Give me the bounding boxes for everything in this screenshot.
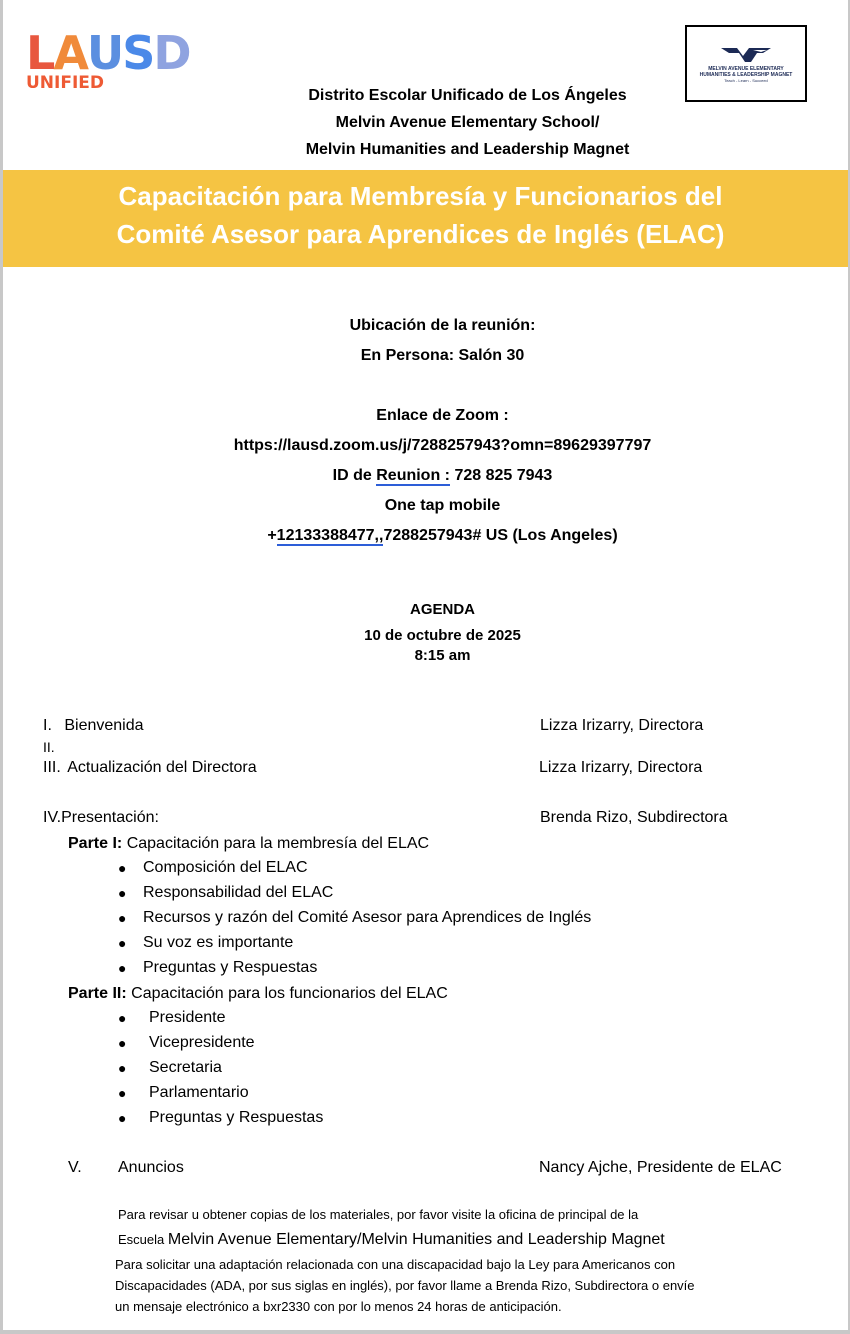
logo-letter: U: [86, 26, 123, 80]
bullet-text: Recursos y razón del Comité Asesor para Aprendices de Inglés: [143, 909, 592, 926]
ada-note-line2: Discapacidades (ADA, por sus siglas en inglés), por favor llame a Brenda Rizo, Subdirectora o envíe: [115, 1278, 695, 1293]
phone-plus: +: [267, 527, 277, 544]
school-mascot-icon: [717, 44, 775, 66]
magnet-name: Melvin Humanities and Leadership Magnet: [305, 141, 630, 158]
item-number: IV.: [43, 809, 62, 826]
zoom-label: Enlace de Zoom :: [376, 407, 509, 424]
banner-title-line2: Comité Asesor para Aprendices de Inglés (ELAC): [116, 219, 725, 249]
logo-letter: L: [26, 26, 54, 80]
school-logo-text: [700, 66, 793, 84]
bullet-icon: ●: [118, 910, 127, 926]
list-item: [118, 1033, 323, 1058]
list-item: [118, 933, 591, 958]
in-person-location: En Persona: Salón 30: [360, 347, 525, 364]
bullet-icon: ●: [118, 885, 127, 901]
part-1-bullet-list: [118, 858, 591, 983]
agenda-item-4-presenter: Brenda Rizo, Subdirectora: [540, 809, 728, 826]
logo-letter: D: [153, 26, 190, 80]
ada-note-line1: Para solicitar una adaptación relacionada con una discapacidad bajo la Ley para Americanos con: [115, 1257, 676, 1272]
phone-rest: 7288257943# US (Los Angeles): [383, 527, 618, 544]
meeting-id-link[interactable]: Reunion :: [376, 467, 450, 484]
agenda-item-3-presenter: Lizza Irizarry, Directora: [539, 759, 703, 776]
bullet-icon: ●: [118, 860, 127, 876]
list-item: [118, 858, 591, 883]
agenda-item-5: Anuncios: [118, 1159, 184, 1176]
ada-note-line3: un mensaje electrónico a bxr2330 con por lo menos 24 horas de anticipación.: [115, 1299, 562, 1314]
title-banner: [3, 170, 848, 267]
bullet-text: Secretaria: [149, 1059, 222, 1076]
list-item: [118, 883, 591, 908]
logo-letter: S: [122, 26, 154, 80]
school-header: [0, 82, 850, 163]
part-1-heading: [68, 834, 429, 854]
part-2-bullet-list: [118, 1008, 323, 1133]
bullet-text: Presidente: [149, 1009, 226, 1026]
bullet-text: Su voz es importante: [143, 934, 294, 951]
bullet-text: Preguntas y Respuestas: [149, 1109, 324, 1126]
item-title: Presentación:: [61, 809, 159, 826]
logo-letter: A: [53, 26, 87, 80]
bullet-text: Composición del ELAC: [143, 859, 308, 876]
meeting-info: [0, 311, 850, 551]
agenda-item-4: [43, 808, 159, 828]
school-prefix: Escuela: [118, 1232, 168, 1247]
bullet-icon: ●: [118, 1110, 127, 1126]
banner-title-line1: Capacitación para Membresía y Funcionarios del: [118, 181, 723, 211]
school-name: Melvin Avenue Elementary School/: [335, 114, 600, 131]
materials-note-school: [118, 1230, 665, 1250]
bullet-icon: ●: [118, 1060, 127, 1076]
meeting-id-value: 728 825 7943: [450, 467, 553, 484]
school-full-name: Melvin Avenue Elementary/Melvin Humanities and Leadership Magnet: [167, 1231, 665, 1248]
phone-link[interactable]: 12133388477,,: [276, 527, 384, 544]
list-item: [118, 1008, 323, 1033]
agenda-item-2: II.: [43, 739, 55, 755]
list-item: [118, 908, 591, 933]
agenda-item-3: [43, 758, 257, 778]
part-1-text: Capacitación para la membresía del ELAC: [122, 835, 430, 852]
list-item: [118, 958, 591, 983]
bullet-icon: ●: [118, 960, 127, 976]
list-item: [118, 1108, 323, 1133]
part-1-label: Parte I:: [68, 835, 123, 852]
part-2-text: Capacitación para los funcionarios del ELAC: [126, 985, 448, 1002]
bullet-icon: ●: [118, 1010, 127, 1026]
list-item: [118, 1083, 323, 1108]
bullet-text: Preguntas y Respuestas: [143, 959, 318, 976]
bullet-text: Vicepresidente: [149, 1034, 255, 1051]
meeting-id-prefix: ID de: [332, 467, 377, 484]
agenda-heading: [0, 600, 850, 666]
item-title: Actualización del Directora: [67, 759, 257, 776]
bullet-icon: ●: [118, 1085, 127, 1101]
phone-number: [0, 521, 850, 551]
badge-line3: Teach - Learn - Succeed: [724, 77, 768, 83]
one-tap-label: One tap mobile: [384, 497, 501, 514]
list-item: [118, 1058, 323, 1083]
agenda-time: 8:15 am: [414, 647, 471, 664]
lausd-logo-unified: UNIFIED: [26, 73, 105, 93]
bullet-text: Responsabilidad del ELAC: [143, 884, 334, 901]
lausd-logo-letters: [26, 26, 190, 80]
page-border-bottom: [0, 1330, 850, 1334]
materials-note: Para revisar u obtener copias de los materiales, por favor visite la oficina de principal de la: [118, 1207, 639, 1222]
agenda-item-1: [43, 716, 144, 736]
agenda-item-5-presenter: Nancy Ajche, Presidente de ELAC: [539, 1159, 782, 1176]
part-2-heading: [68, 984, 448, 1004]
item-title: Bienvenida: [64, 717, 144, 734]
item-number: I.: [43, 717, 52, 734]
district-name: Distrito Escolar Unificado de Los Ángeles: [308, 87, 627, 104]
part-2-label: Parte II:: [68, 985, 127, 1002]
bullet-icon: ●: [118, 935, 127, 951]
agenda-item-5-number: V.: [68, 1159, 82, 1176]
agenda-date: 10 de octubre de 2025: [364, 627, 521, 644]
meeting-id: [0, 461, 850, 491]
zoom-url[interactable]: https://lausd.zoom.us/j/7288257943?omn=89629397797: [233, 437, 652, 454]
bullet-text: Parlamentario: [149, 1084, 249, 1101]
agenda-title: AGENDA: [409, 601, 475, 618]
agenda-item-1-presenter: Lizza Irizarry, Directora: [540, 717, 704, 734]
badge-line2: HUMANITIES & LEADERSHIP MAGNET: [699, 71, 793, 78]
item-number: III.: [43, 759, 61, 776]
location-label: Ubicación de la reunión:: [349, 317, 536, 334]
bullet-icon: ●: [118, 1035, 127, 1051]
badge-line1: MELVIN AVENUE ELEMENTARY: [708, 65, 784, 72]
